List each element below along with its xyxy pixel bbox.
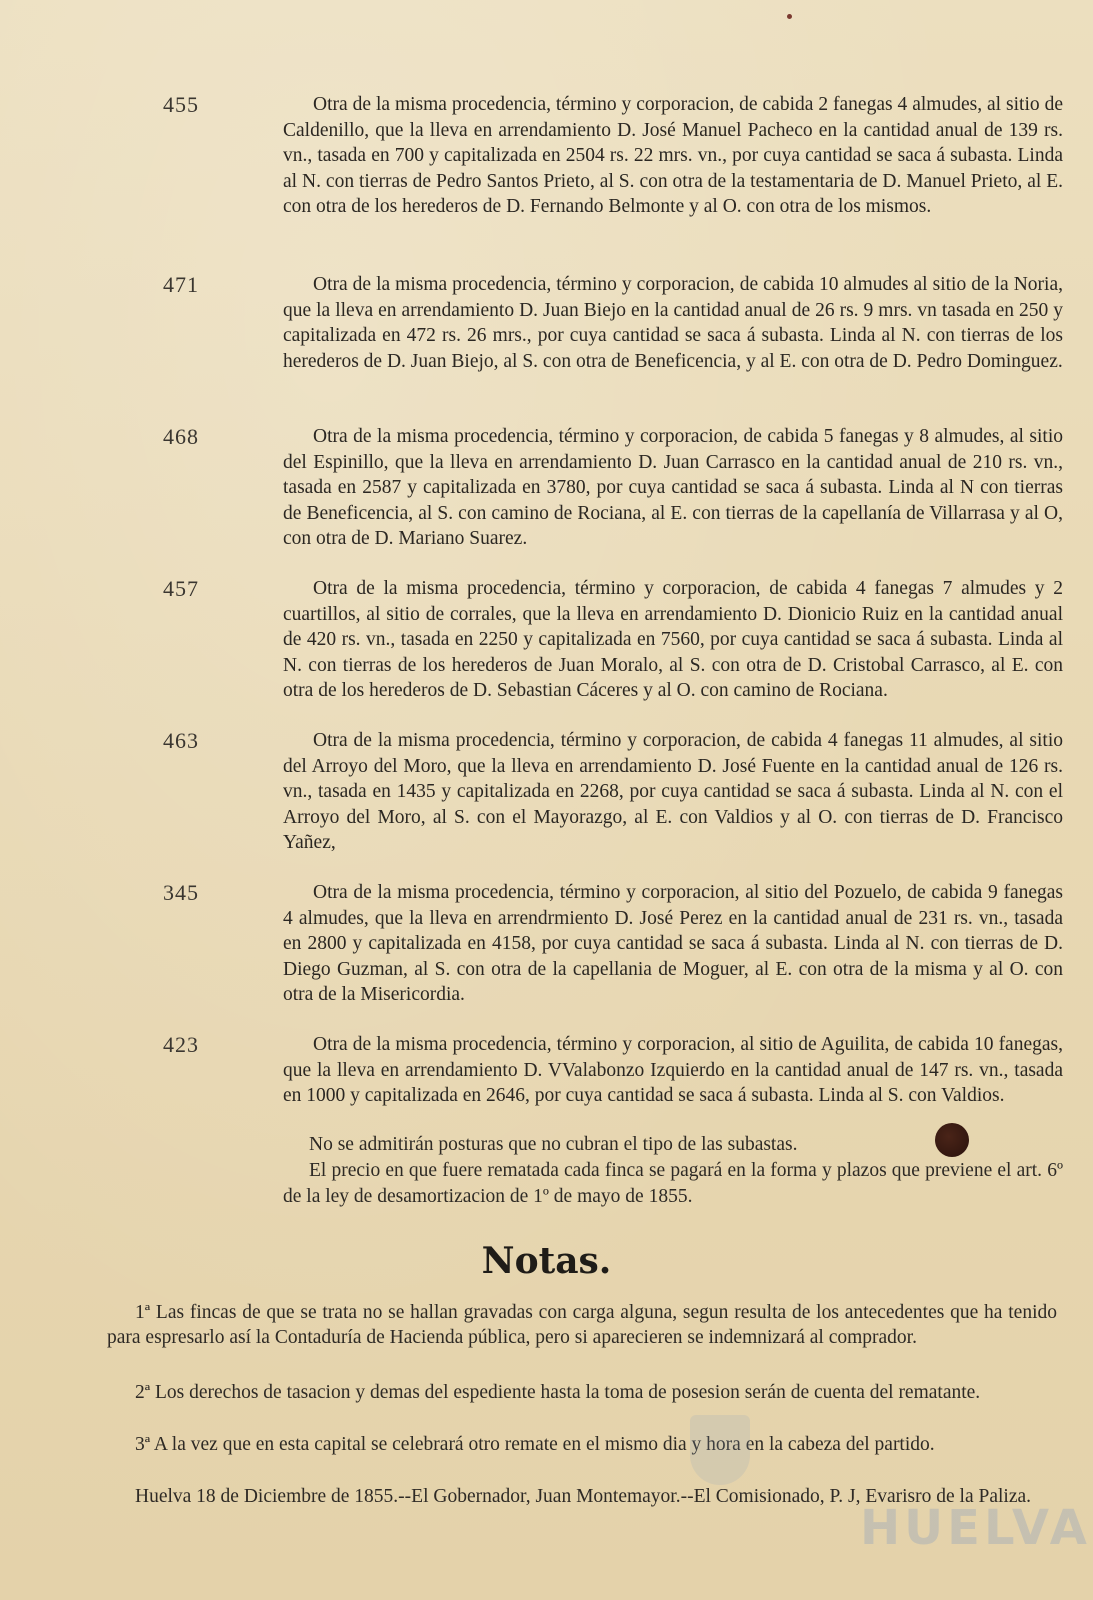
ink-stain xyxy=(935,1123,969,1157)
signature-line: Huelva 18 de Diciembre de 1855.--El Gobernador, Juan Montemayor.--El Comisionado, P. J, Evarisro de la Paliza. xyxy=(135,1486,1032,1507)
lot-number: 423 xyxy=(163,1032,199,1057)
note-item: 2ª Los derechos de tasacion y demas del espediente hasta la toma de posesion serán de cuenta del rematante. xyxy=(135,1382,981,1403)
lot-description: Otra de la misma procedencia, término y corporacion, de cabida 2 fanegas 4 almudes, al sitio de Caldenillo, que la lleva en arrendamiento D. José Manuel Pacheco en la cantidad anual de 139 rs. vn., tasada en 700 y capitalizada en 2504 rs. 22 mrs. vn., por cuya cantidad se saca á subasta. Linda al N. con tierras de Pedro Santos Prieto, al S. con otra de la testamentaria de D. Manuel Prieto, al E. con otra de los herederos de D. Fernando Belmonte y al O. con otra de los mismos. xyxy=(283,94,1063,218)
watermark-shield xyxy=(690,1415,750,1485)
closing-paragraph: El precio en que fuere rematada cada finca se pagará en la forma y plazos que previene el art. 6º de la ley de desamortizacion de 1º de mayo de 1855. xyxy=(283,1160,1063,1207)
lot-number: 471 xyxy=(163,272,199,297)
lot-number: 457 xyxy=(163,576,199,601)
note-item: 3ª A la vez que en esta capital se celebrará otro remate en el mismo dia y hora en la cabeza del partido. xyxy=(135,1434,935,1455)
closing-paragraph: No se admitirán posturas que no cubran el tipo de las subastas. xyxy=(309,1134,798,1155)
lot-description: Otra de la misma procedencia, término y corporacion, al sitio de Aguilita, de cabida 10 fanegas, que la lleva en arrendamiento D. VValabonzo Izquierdo en la cantidad anual de 147 rs. vn., tasada en 1000 y capitalizada en 2646, por cuya cantidad se saca á subasta. Linda al S. con Valdios. xyxy=(283,1034,1063,1107)
notes-heading: Notas. xyxy=(481,1240,612,1282)
lot-number: 455 xyxy=(163,92,199,117)
note-item: 1ª Las fincas de que se trata no se hallan gravadas con carga alguna, segun resulta de los antecedentes que ha tenido para espresarlo así la Contaduría de Hacienda pública, pero si aparecieren se indemnizará al comprador. xyxy=(107,1302,1057,1348)
lot-description: Otra de la misma procedencia, término y corporacion, de cabida 10 almudes al sitio de la Noria, que la lleva en arrendamiento D. Juan Biejo en la cantidad anual de 26 rs. 9 mrs. vn tasada en 250 y capitalizada en 472 rs. 26 mrs., por cuya cantidad se saca á subasta. Linda al N. con tierras de los herederos de D. Juan Biejo, al S. con otra de Beneficencia, y al E. con otra de D. Pedro Dominguez. xyxy=(283,274,1063,372)
lot-number: 463 xyxy=(163,728,199,753)
lot-description: Otra de la misma procedencia, término y corporacion, al sitio del Pozuelo, de cabida 9 fanegas 4 almudes, que la lleva en arrendrmiento D. José Perez en la cantidad anual de 231 rs. vn., tasada en 2800 y capitalizada en 4158, por cuya cantidad se saca á subasta. Linda al N. con tierras de D. Diego Guzman, al S. con otra de la capellania de Moguer, al E. con otra de la misma y al O. con otra de la Misericordia. xyxy=(283,882,1063,1006)
lot-number: 345 xyxy=(163,880,199,905)
lot-description: Otra de la misma procedencia, término y corporacion, de cabida 4 fanegas 7 almudes y 2 cuartillos, al sitio de corrales, que la lleva en arrendamiento D. Dionicio Ruiz en la cantidad anual de 420 rs. vn., tasada en 2250 y capitalizada en 7560, por cuya cantidad se saca á subasta. Linda al N. con tierras de los herederos de Juan Moralo, al S. con otra de D. Cristobal Carrasco, al E. con otra de los herederos de D. Sebastian Cáceres y al O. con camino de Rociana. xyxy=(283,578,1063,702)
lot-number: 468 xyxy=(163,424,199,449)
lot-description: Otra de la misma procedencia, término y corporacion, de cabida 5 fanegas y 8 almudes, al sitio del Espinillo, que la lleva en arrendamiento D. Juan Carrasco en la cantidad anual de 210 rs. vn., tasada en 2587 y capitalizada en 3780, por cuya cantidad se saca á subasta. Linda al N con tierras de Beneficencia, al S. con camino de Rociana, al E. con tierras de la capellanía de Villarrasa y al O, con otra de D. Mariano Suarez. xyxy=(283,426,1063,550)
lot-description: Otra de la misma procedencia, término y corporacion, de cabida 4 fanegas 11 almudes, al sitio del Arroyo del Moro, que la lleva en arrendamiento D. José Fuente en la cantidad anual de 126 rs. vn., tasada en 1435 y capitalizada en 2268, por cuya cantidad se saca á subasta. Linda al N. con el Arroyo del Moro, al S. con el Mayorazgo, al E. con Valdios y al O. con tierras de D. Francisco Yañez, xyxy=(283,730,1063,854)
watermark-text: HUELVA xyxy=(860,1500,1091,1556)
ink-dot xyxy=(787,14,792,19)
